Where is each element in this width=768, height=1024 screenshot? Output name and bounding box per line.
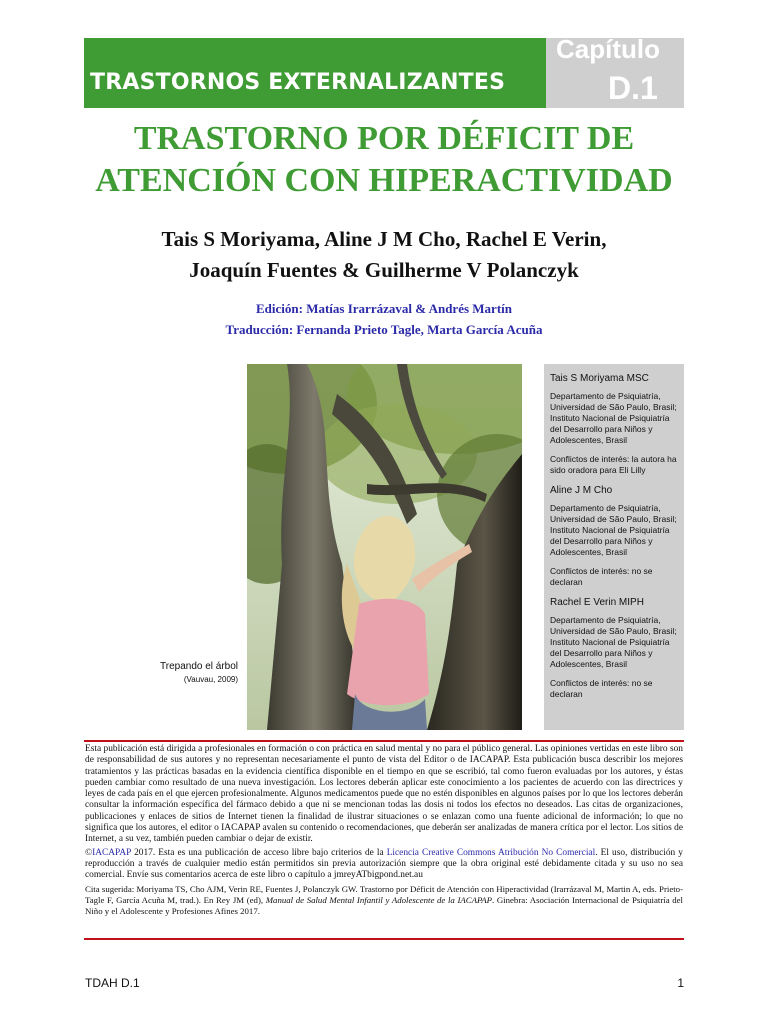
page-number: 1: [677, 976, 684, 990]
license-link[interactable]: Licencia Creative Commons Atribución No Comercial: [386, 847, 596, 858]
photo-caption: [160, 660, 238, 686]
author-conflicts: Conflictos de interés: no se declaran: [550, 678, 653, 699]
author-entry: [550, 596, 678, 700]
author-name: Aline J M Cho: [550, 485, 613, 496]
copyright-notice: [85, 848, 683, 882]
section-title: TRASTORNOS EXTERNALIZANTES: [90, 70, 506, 95]
author-list-line-2: Joaquín Fuentes & Guilherme V Polanczyk: [189, 258, 579, 282]
photo-credit: (Vauvau, 2009): [183, 675, 238, 684]
bottom-divider: [84, 938, 684, 940]
author-list: [60, 224, 708, 286]
tree-climbing-photo: [247, 364, 522, 730]
citation-book: Manual de Salud Mental Infantil y Adolescente de la IACAPAP: [265, 894, 492, 905]
author-name: Rachel E Verin MIPH: [550, 597, 644, 608]
author-conflicts: Conflictos de interés: no se declaran: [550, 566, 653, 587]
top-divider: [84, 740, 684, 742]
footer-chapter-label: TDAH D.1: [85, 976, 140, 990]
translation-line: Traducción: Fernanda Prieto Tagle, Marta García Acuña: [225, 322, 543, 337]
author-name: Tais S Moriyama MSC: [550, 373, 649, 384]
copyright-text: 2017. Esta es una publicación de acceso libre bajo criterios de la: [131, 847, 387, 858]
document-title-line-1: TRASTORNO POR DÉFICIT DE: [133, 120, 635, 157]
author-affiliation: Departamento de Psiquiatría, Universidad de São Paulo, Brasil; Instituto Nacional de Psiquiatría del Desarrollo para Niños y Adolescentes, Brasil: [550, 503, 677, 557]
photo-caption-text: Trepando el árbol: [160, 661, 239, 672]
iacapap-link[interactable]: IACAPAP: [92, 847, 132, 858]
author-affiliation: Departamento de Psiquiatría, Universidad de São Paulo, Brasil; Instituto Nacional de Psiquiatría del Desarrollo para Niños y Adolescentes, Brasil: [550, 615, 677, 669]
edition-credits: [60, 298, 708, 340]
disclaimer-body: Esta publicación está dirigida a profesionales en formación o con práctica en salud mental y no para el público general. Las opiniones vertidas en este libro son de responsabilidad de sus autores y no representan necesariamente el punto de vista del Editor o de IACAPAP. Esta publicación busca describir los mejores tratamientos y las prácticas basadas en la evidencia científica disponible en el tiempo en que se escribió, tal como fueron evaluadas por los autores, y éstas pueden cambiar como resultado de una nueva investigación. Los lectores deberán aplicar este conocimiento a los pacientes de acuerdo con las directrices y leyes de cada país en el que ejercen profesionalmente. Algunos medicamentos puede que no estén disponibles en algunos países por lo que los lectores deberán consultar la información específica del fármaco debido a que ni se mencionan todas las dosis ni todos los efectos no deseados. Las citas de organizaciones, publicaciones y enlaces de sitios de Internet tienen la finalidad de ilustrar situaciones o se enlazan como una fuente adicional de información; lo que no significa que los autores, el editor o IACAPAP avalen su contenido o recomendaciones, que deberán ser analizadas de manera crítica por el lector. Los sitios de Internet, a su vez, también pueden cambiar o dejar de existir.: [85, 744, 683, 845]
author-info-panel: [544, 364, 684, 730]
author-list-line-1: Tais S Moriyama, Aline J M Cho, Rachel E Verin,: [161, 227, 607, 251]
author-affiliation: Departamento de Psiquiatría, Universidad de São Paulo, Brasil; Instituto Nacional de Psiquiatría del Desarrollo para Niños y Adolescentes, Brasil: [550, 391, 677, 445]
cover-photo: [247, 364, 522, 730]
citation-prefix: Cita sugerida: Moriyama TS, Cho AJM, Verin RE, Fuentes J, Polanczyk GW. Trastorno por Déficit de Atención con Hiperactividad (Irarrázaval M, Martin A, eds. Prieto-Tagle F, García Acuña M, trad.). En Rey JM (ed),: [85, 883, 683, 905]
author-entry: [550, 372, 678, 476]
copyright-rest: . El uso, distribución y reproducción a través de cualquier medio están permitidos sin previa autorización siempre que la obra original esté debidamente citada y su uso no sea comercial. Envíe sus comentarios acerca de este libro o capítulo a jmreyATbigpond.net.au: [85, 847, 683, 881]
author-entry: [550, 484, 678, 588]
chapter-label: Capítulo: [556, 34, 660, 64]
citation-suffix: . Ginebra: Asociación Internacional de Psiquiatría del Niño y el Adolescente y Profesiones Afines 2017.: [85, 894, 683, 916]
document-title-line-2: ATENCIÓN CON HIPERACTIVIDAD: [95, 162, 673, 199]
copyright-symbol: ©: [85, 847, 93, 858]
edition-line: Edición: Matías Irarrázaval & Andrés Martín: [256, 301, 512, 316]
author-conflicts: Conflictos de interés: la autora ha sido oradora para Eli Lilly: [550, 454, 677, 475]
disclaimer: [85, 744, 683, 919]
document-title: [60, 118, 708, 202]
chapter-number: D.1: [608, 70, 658, 106]
citation: [85, 884, 683, 917]
